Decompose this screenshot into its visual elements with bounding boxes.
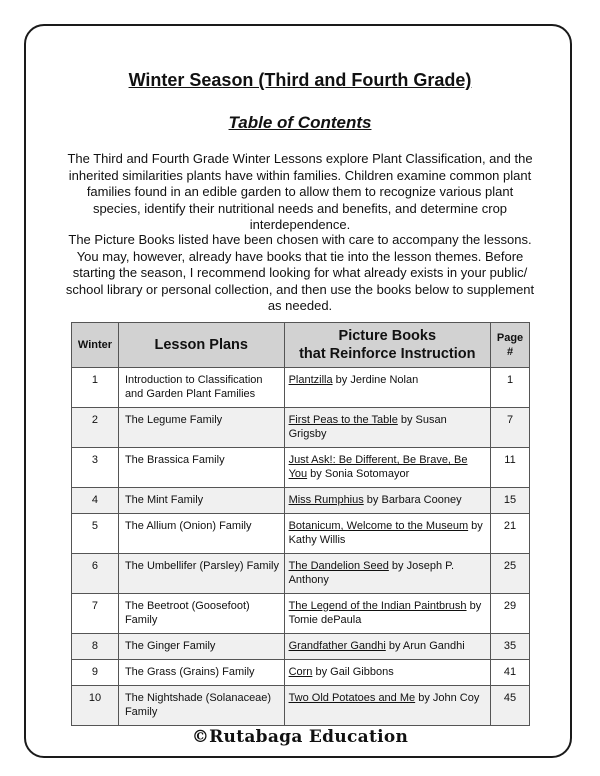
lesson-number: 10 <box>72 686 119 726</box>
book-title-link[interactable]: Just Ask!: Be Different, Be Brave, Be You <box>288 454 468 480</box>
lesson-title: The Umbellifer (Parsley) Family <box>118 554 284 594</box>
header-books-line-1: Picture Books <box>338 328 437 344</box>
intro-paragraph-2: The Picture Books listed have been chosen with care to accompany the lessons. You may, however, already have books that tie into the lesson themes. Before starting the season, I recommend looking for what already exists in your public/ school library or personal collection, and then use the books below to supplement as needed. <box>65 232 535 313</box>
header-lesson-plans: Lesson Plans <box>118 323 284 368</box>
lesson-title: The Nightshade (Solanaceae) Family <box>118 686 284 726</box>
book-author: by Kathy Willis <box>288 520 483 546</box>
book-title-link[interactable]: Miss Rumphius <box>288 494 364 506</box>
book-title-link[interactable]: First Peas to the Table <box>288 414 398 426</box>
header-books-line-2: that Reinforce Instruction <box>299 346 476 362</box>
table-row <box>72 448 530 488</box>
book-author: by Tomie dePaula <box>288 600 482 626</box>
table-row <box>72 634 530 660</box>
book-cell <box>284 660 490 686</box>
header-picture-books <box>284 323 490 368</box>
book-title-link[interactable]: Corn <box>288 666 313 678</box>
table-row <box>72 660 530 686</box>
lesson-title: The Legume Family <box>118 408 284 448</box>
header-page-line-1: Page <box>496 332 524 344</box>
page-number: 15 <box>491 488 530 514</box>
page-number: 21 <box>491 514 530 554</box>
book-author: by Gail Gibbons <box>312 666 394 678</box>
lesson-number: 1 <box>72 368 119 408</box>
lesson-number: 4 <box>72 488 119 514</box>
book-author: by Susan Grigsby <box>288 414 447 440</box>
header-winter: Winter <box>72 323 119 368</box>
book-title-link[interactable]: The Legend of the Indian Paintbrush <box>288 600 467 612</box>
header-page-number <box>491 323 530 368</box>
table-row <box>72 554 530 594</box>
header-page-line-2: # <box>506 346 514 358</box>
book-title-link[interactable]: The Dandelion Seed <box>288 560 389 572</box>
book-author: by Jerdine Nolan <box>332 374 419 386</box>
page-title: Winter Season (Third and Fourth Grade) <box>128 70 472 90</box>
lesson-title: The Grass (Grains) Family <box>118 660 284 686</box>
lesson-number: 5 <box>72 514 119 554</box>
contents-table <box>71 322 530 726</box>
book-cell <box>284 368 490 408</box>
book-cell <box>284 634 490 660</box>
lesson-title: The Beetroot (Goosefoot) Family <box>118 594 284 634</box>
lesson-number: 6 <box>72 554 119 594</box>
book-cell <box>284 448 490 488</box>
page-number: 41 <box>491 660 530 686</box>
book-cell <box>284 686 490 726</box>
page-number: 35 <box>491 634 530 660</box>
table-row <box>72 686 530 726</box>
book-cell <box>284 594 490 634</box>
book-title-link[interactable]: Two Old Potatoes and Me <box>288 692 416 704</box>
book-author: by Barbara Cooney <box>363 494 462 506</box>
book-author: by Joseph P. Anthony <box>288 560 455 586</box>
lesson-title: The Mint Family <box>118 488 284 514</box>
page-number: 11 <box>491 448 530 488</box>
lesson-title: The Brassica Family <box>118 448 284 488</box>
book-author: by Arun Gandhi <box>385 640 465 652</box>
table-row <box>72 488 530 514</box>
page-number: 1 <box>491 368 530 408</box>
intro-paragraph-1: The Third and Fourth Grade Winter Lessons explore Plant Classification, and the inherited similarities plants have within families. Children examine common plant families found in an edible garden to allow them to recognize various plant species, identify their nutritional needs and benefits, and determine crop interdependence. <box>67 151 533 232</box>
lesson-number: 8 <box>72 634 119 660</box>
lesson-number: 2 <box>72 408 119 448</box>
lesson-number: 3 <box>72 448 119 488</box>
book-cell <box>284 408 490 448</box>
footer-copyright: ©Rutabaga Education <box>191 727 409 747</box>
book-cell <box>284 514 490 554</box>
table-body <box>72 368 530 726</box>
lesson-number: 7 <box>72 594 119 634</box>
book-cell <box>284 488 490 514</box>
page-number: 29 <box>491 594 530 634</box>
page-number: 25 <box>491 554 530 594</box>
lesson-title: The Ginger Family <box>118 634 284 660</box>
book-title-link[interactable]: Plantzilla <box>288 374 333 386</box>
book-title-link[interactable]: Botanicum, Welcome to the Museum <box>288 520 469 532</box>
book-author: by Sonia Sotomayor <box>307 468 410 480</box>
table-row <box>72 368 530 408</box>
lesson-title: The Allium (Onion) Family <box>118 514 284 554</box>
lesson-title: Introduction to Classification and Garden Plant Families <box>118 368 284 408</box>
book-title-link[interactable]: Grandfather Gandhi <box>288 640 386 652</box>
table-row <box>72 514 530 554</box>
table-header-row <box>72 323 530 368</box>
page-number: 45 <box>491 686 530 726</box>
book-author: by John Coy <box>415 692 480 704</box>
table-row <box>72 408 530 448</box>
table-row <box>72 594 530 634</box>
page-number: 7 <box>491 408 530 448</box>
table-of-contents-heading: Table of Contents <box>228 113 372 132</box>
lesson-number: 9 <box>72 660 119 686</box>
book-cell <box>284 554 490 594</box>
